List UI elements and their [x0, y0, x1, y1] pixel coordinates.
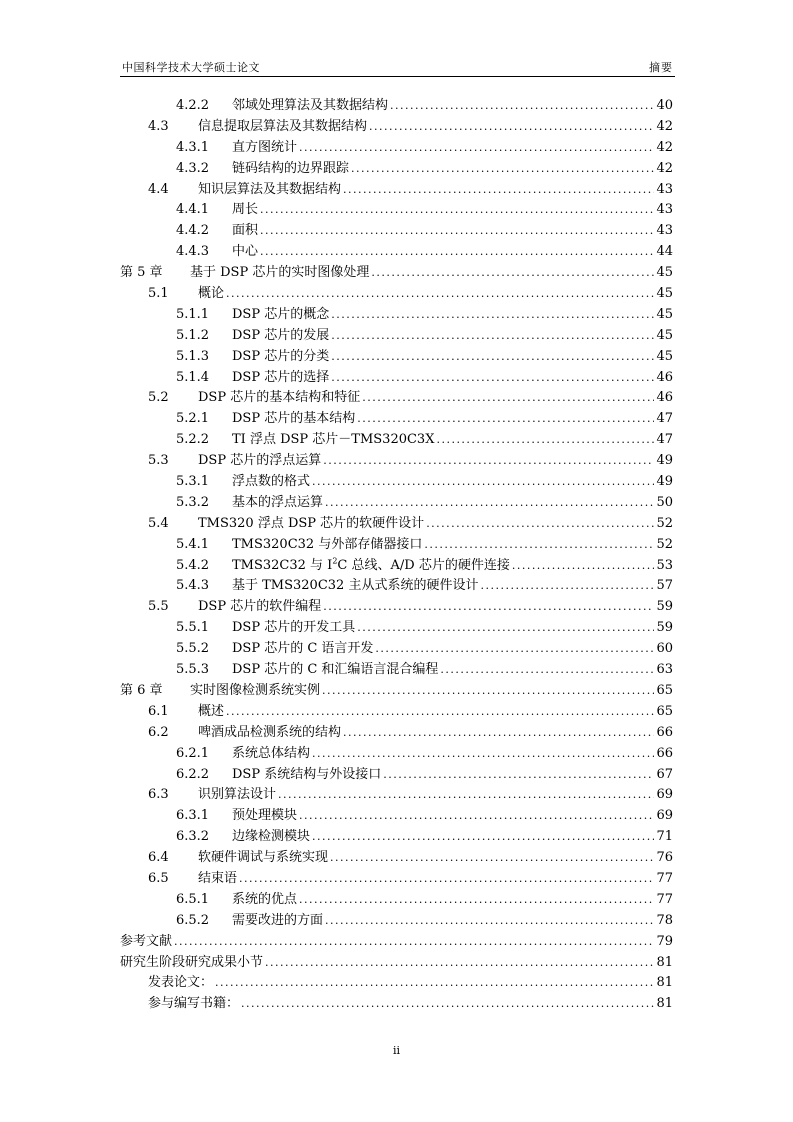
toc-entry[interactable] [120, 639, 673, 660]
toc-entry-number: 4.4.1 [176, 202, 210, 218]
toc-entry-title: 基本的浮点运算 [232, 494, 324, 510]
toc-entry-title-line [148, 994, 673, 1015]
toc-entry-page: 49 [656, 474, 673, 490]
toc-entry-title: 边缘检测模块 [232, 829, 311, 845]
toc-entry-number: 5.1 [148, 286, 169, 302]
toc-entry[interactable] [120, 744, 673, 765]
toc-entry-title-line [198, 785, 673, 806]
toc-entry-title-line [198, 597, 673, 618]
dot-leader [351, 159, 654, 180]
toc-entry[interactable] [120, 660, 673, 681]
toc-entry-title: 知识层算法及其数据结构 [198, 181, 342, 197]
dot-leader [226, 702, 654, 723]
toc-entry-title-line [232, 618, 673, 639]
dot-leader [424, 535, 654, 556]
toc-entry[interactable] [120, 221, 673, 242]
toc-entry-number: 4.3 [148, 118, 169, 134]
toc-entry[interactable] [120, 556, 673, 577]
toc-entry-title-line [232, 430, 673, 451]
dot-leader [239, 869, 654, 890]
toc-entry-title-line [190, 263, 673, 284]
toc-entry-title-part: C 总线、A/D 芯片的硬件连接 [337, 557, 510, 573]
toc-entry-number: 第 6 章 [120, 682, 163, 698]
toc-entry[interactable] [120, 890, 673, 911]
toc-entry-number: 5.5 [148, 599, 169, 615]
toc-entry-title: DSP 芯片的概念 [232, 306, 330, 322]
toc-entry-title-line [190, 681, 673, 702]
dot-leader [371, 263, 654, 284]
dot-leader [331, 368, 654, 389]
toc-entry-title-line [232, 744, 673, 765]
toc-entry-title: 基于 DSP 芯片的实时图像处理 [190, 265, 370, 281]
toc-entry-title: 链码结构的边界跟踪 [232, 160, 350, 176]
header-section-name: 摘要 [649, 61, 673, 74]
toc-entry-title: 预处理模块 [232, 808, 298, 824]
dot-leader [260, 221, 654, 242]
toc-entry-page: 77 [656, 891, 673, 907]
dot-leader [299, 806, 654, 827]
toc-entry-number: 第 5 章 [120, 265, 163, 281]
toc-entry-page: 81 [656, 996, 673, 1012]
toc-entry-title: 实时图像检测系统实例 [190, 682, 321, 698]
toc-entry-title-line [120, 932, 673, 953]
toc-entry[interactable] [120, 869, 673, 890]
toc-entry-page: 57 [656, 578, 673, 594]
toc-entry-page: 42 [656, 118, 673, 134]
toc-entry-page: 50 [656, 494, 673, 510]
toc-entry[interactable] [120, 827, 673, 848]
toc-entry-title-line [198, 117, 673, 138]
dot-leader [343, 723, 654, 744]
dot-leader [369, 117, 654, 138]
toc-entry-number: 5.3.2 [176, 494, 210, 510]
toc-entry-title-line [232, 347, 673, 368]
toc-entry-title: DSP 芯片的分类 [232, 348, 330, 364]
toc-entry-title: DSP 芯片的浮点运算 [198, 453, 322, 469]
toc-entry[interactable] [120, 180, 673, 201]
toc-entry-title-line [198, 284, 673, 305]
toc-entry-title: DSP 芯片的软件编程 [198, 599, 322, 615]
toc-entry-page: 45 [656, 286, 673, 302]
toc-entry-number: 4.4 [148, 181, 169, 197]
toc-entry-number: 6.5 [148, 870, 169, 886]
toc-entry-title: 发表论文： [148, 975, 214, 991]
dot-leader [312, 472, 654, 493]
toc-entry-title: 中心 [232, 244, 259, 260]
toc-entry-page: 47 [656, 432, 673, 448]
toc-entry-number: 4.2.2 [176, 98, 210, 113]
toc-entry[interactable] [120, 618, 673, 639]
dot-leader [312, 827, 654, 848]
toc-entry[interactable] [120, 96, 673, 117]
toc-entry-number: 5.3 [148, 453, 169, 469]
toc-entry-title-line [232, 535, 673, 556]
toc-entry-page: 45 [656, 265, 673, 281]
dot-leader [390, 96, 654, 117]
toc-entry-title-line [232, 242, 673, 263]
toc-entry-title-line [232, 221, 673, 242]
toc-entry-page: 42 [656, 139, 673, 155]
toc-entry[interactable] [120, 430, 673, 451]
toc-entry-title: 参考文献 [120, 933, 173, 949]
toc-entry[interactable] [120, 284, 673, 305]
toc-entry-number: 6.2 [148, 724, 169, 740]
running-header [120, 55, 675, 75]
toc-entry-page: 43 [656, 181, 673, 197]
dot-leader [331, 305, 654, 326]
toc-entry-title: 系统总体结构 [232, 745, 311, 761]
toc-entry-title-line [198, 180, 673, 201]
dot-leader [265, 953, 654, 974]
toc-entry-title: DSP 芯片的基本结构 [232, 411, 356, 427]
toc-entry[interactable] [120, 765, 673, 786]
toc-entry[interactable] [120, 409, 673, 430]
toc-entry[interactable] [120, 973, 673, 994]
toc-entry-title: 直方图统计 [232, 139, 298, 155]
toc-entry-number: 6.3 [148, 787, 169, 803]
toc-entry-title: 研究生阶段研究成果小节 [120, 954, 264, 970]
toc-entry[interactable] [120, 785, 673, 806]
toc-entry-page: 66 [656, 745, 673, 761]
toc-entry-page: 52 [656, 515, 673, 531]
toc-entry-number: 5.5.2 [176, 641, 210, 657]
toc-entry[interactable] [120, 576, 673, 597]
toc-entry[interactable] [120, 159, 673, 180]
dot-leader [322, 681, 654, 702]
toc-entry[interactable] [120, 368, 673, 389]
toc-entry[interactable] [120, 994, 673, 1015]
header-rule [120, 76, 675, 77]
toc-entry-page: 43 [656, 202, 673, 218]
toc-entry-number: 4.4.2 [176, 223, 210, 239]
dot-leader [278, 785, 654, 806]
toc-entry-number: 6.5.2 [176, 912, 210, 928]
toc-entry-title-line [232, 911, 673, 932]
toc-entry-number: 5.2.1 [176, 411, 210, 427]
toc-entry[interactable] [120, 911, 673, 932]
toc-entry-title-line [232, 200, 673, 221]
dot-leader [226, 284, 654, 305]
toc-entry-number: 5.4.3 [176, 578, 210, 594]
toc-entry[interactable] [120, 953, 673, 974]
toc-entry-page: 81 [656, 975, 673, 991]
toc-entry-title-line [232, 409, 673, 430]
toc-entry-page: 63 [656, 662, 673, 678]
toc-entry-number: 5.1.2 [176, 327, 210, 343]
toc-entry[interactable] [120, 305, 673, 326]
toc-entry-title: 概述 [198, 703, 225, 719]
dot-leader [323, 451, 654, 472]
toc-entry-title: TMS320 浮点 DSP 芯片的软硬件设计 [198, 515, 425, 531]
toc-entry-page: 65 [656, 682, 673, 698]
toc-entry-title-line [232, 305, 673, 326]
toc-entry[interactable] [120, 493, 673, 514]
toc-entry-page: 66 [656, 724, 673, 740]
toc-entry-title-line [198, 848, 673, 869]
toc-entry-title-line [232, 827, 673, 848]
toc-entry-title-line [232, 639, 673, 660]
dot-leader [383, 765, 654, 786]
dot-leader [299, 138, 654, 159]
toc-entry[interactable] [120, 263, 673, 284]
toc-entry-page: 79 [656, 933, 673, 949]
toc-entry-number: 6.3.2 [176, 829, 210, 845]
toc-entry-number: 5.1.1 [176, 306, 210, 322]
dot-leader [440, 660, 654, 681]
toc-entry[interactable] [120, 597, 673, 618]
dot-leader [174, 932, 654, 953]
dot-leader [343, 180, 654, 201]
toc-entry-page: 49 [656, 453, 673, 469]
toc-entry-number: 6.2.2 [176, 766, 210, 782]
toc-entry-number: 6.5.1 [176, 891, 210, 907]
toc-entry-title-line [232, 326, 673, 347]
dot-leader [330, 848, 654, 869]
toc-entry-number: 5.4.2 [176, 557, 210, 573]
toc-entry-number: 5.4.1 [176, 536, 210, 552]
toc-entry-number: 6.1 [148, 703, 169, 719]
toc-entry-title-line [232, 660, 673, 681]
toc-entry-title: DSP 芯片的开发工具 [232, 620, 356, 636]
toc-entry[interactable] [120, 806, 673, 827]
toc-entry-number: 5.5.3 [176, 662, 210, 678]
toc-entry-page: 53 [656, 557, 673, 573]
toc-entry-title-line [232, 576, 673, 597]
toc-entry-title-line [232, 765, 673, 786]
toc-entry-title: 啤酒成品检测系统的结构 [198, 724, 342, 740]
toc-entry-title-line [198, 723, 673, 744]
toc-entry-page: 46 [656, 369, 673, 385]
toc-entry-title-line [232, 806, 673, 827]
toc-entry-title-line [198, 451, 673, 472]
toc-entry-page: 42 [656, 160, 673, 176]
toc-entry-number: 5.3.1 [176, 474, 210, 490]
toc-entry-title: 概论 [198, 286, 225, 302]
toc-entry-title-line [198, 702, 673, 723]
toc-entry-title-line [232, 556, 673, 577]
toc-entry[interactable] [120, 723, 673, 744]
toc-entry[interactable] [120, 702, 673, 723]
dot-leader [480, 576, 654, 597]
toc-entry[interactable] [120, 848, 673, 869]
toc-entry-title: 周长 [232, 202, 259, 218]
dot-leader [215, 973, 654, 994]
dot-leader [325, 911, 654, 932]
toc-entry[interactable] [120, 388, 673, 409]
dot-leader [436, 430, 654, 451]
toc-entry-title: 信息提取层算法及其数据结构 [198, 118, 368, 134]
toc-entry[interactable] [120, 347, 673, 368]
toc-entry-title-line [232, 472, 673, 493]
toc-entry[interactable] [120, 200, 673, 221]
toc-entry-number: 6.4 [148, 850, 169, 866]
dot-leader [512, 556, 655, 577]
toc-entry-page: 81 [656, 954, 673, 970]
toc-entry-number: 5.2 [148, 390, 169, 406]
dot-leader [426, 514, 654, 535]
toc-entry-number: 5.4 [148, 515, 169, 531]
toc-entry-title-line [148, 973, 673, 994]
toc-entry[interactable] [120, 451, 673, 472]
page-number: ii [392, 1044, 401, 1057]
toc-entry-title: 结束语 [198, 870, 238, 886]
toc-entry-page: 67 [656, 766, 673, 782]
toc-entry-page: 52 [656, 536, 673, 552]
toc-entry-title: 面积 [232, 223, 259, 239]
toc-entry-title: DSP 芯片的 C 语言开发 [232, 641, 374, 657]
dot-leader [331, 326, 654, 347]
dot-leader [357, 409, 654, 430]
toc-entry-number: 4.3.1 [176, 139, 210, 155]
toc-entry[interactable] [120, 117, 673, 138]
toc-entry-title: 需要改进的方面 [232, 912, 324, 928]
toc-entry[interactable] [120, 932, 673, 953]
toc-entry-title-line [232, 890, 673, 911]
toc-entry[interactable] [120, 472, 673, 493]
toc-entry[interactable] [120, 681, 673, 702]
toc-entry-title-line [232, 368, 673, 389]
toc-entry-number: 4.3.2 [176, 160, 210, 176]
dot-leader [331, 347, 654, 368]
toc-entry-page: 44 [656, 244, 673, 260]
toc-entry-page: 65 [656, 703, 673, 719]
toc-entry[interactable] [120, 514, 673, 535]
toc-entry-page: 59 [656, 620, 673, 636]
dot-leader [375, 639, 654, 660]
dot-leader [299, 890, 654, 911]
toc-entry-title: DSP 芯片的基本结构和特征 [198, 390, 361, 406]
toc-entry-page: 40 [656, 98, 673, 113]
toc-entry-number: 4.4.3 [176, 244, 210, 260]
toc-entry-title: 识别算法设计 [198, 787, 277, 803]
table-of-contents [120, 96, 673, 1015]
toc-entry-number: 5.5.1 [176, 620, 210, 636]
toc-entry-number: 5.1.4 [176, 369, 210, 385]
toc-entry-page: 60 [656, 641, 673, 657]
toc-entry[interactable] [120, 138, 673, 159]
toc-entry-page: 47 [656, 411, 673, 427]
toc-entry-title [232, 556, 512, 577]
dot-leader [357, 618, 654, 639]
toc-entry-page: 45 [656, 327, 673, 343]
dot-leader [323, 597, 654, 618]
toc-entry-page: 78 [656, 912, 673, 928]
toc-entry-title-superscript: 2 [332, 556, 338, 566]
toc-entry-page: 69 [656, 787, 673, 803]
toc-entry-title: DSP 芯片的选择 [232, 369, 330, 385]
toc-entry-title: 邻域处理算法及其数据结构 [232, 98, 389, 113]
toc-entry-title: TI 浮点 DSP 芯片－TMS320C3X [232, 432, 435, 448]
toc-entry-title-line [120, 953, 673, 974]
toc-entry-title-line [232, 96, 673, 117]
toc-entry-number: 6.2.1 [176, 745, 210, 761]
toc-entry-title-line [198, 514, 673, 535]
toc-entry-number: 5.1.3 [176, 348, 210, 364]
toc-entry-page: 46 [656, 390, 673, 406]
dot-leader [260, 242, 654, 263]
dot-leader [312, 744, 654, 765]
toc-entry-title: 软硬件调试与系统实现 [198, 850, 329, 866]
toc-entry-title: 参与编写书籍： [148, 996, 240, 1012]
dot-leader [325, 493, 654, 514]
toc-entry-page: 76 [656, 850, 673, 866]
toc-entry-title-part: TMS32C32 与 I [232, 557, 333, 573]
toc-entry-title: DSP 系统结构与外设接口 [232, 766, 382, 782]
toc-entry-page: 77 [656, 870, 673, 886]
toc-entry-title: DSP 芯片的 C 和汇编语言混合编程 [232, 662, 439, 678]
toc-entry-title: 系统的优点 [232, 891, 298, 907]
toc-entry-title-line [232, 138, 673, 159]
toc-entry-title: TMS320C32 与外部存储器接口 [232, 536, 423, 552]
toc-entry-title-line [198, 869, 673, 890]
toc-entry-title: DSP 芯片的发展 [232, 327, 330, 343]
toc-entry-title-line [232, 493, 673, 514]
toc-entry-page: 71 [656, 829, 673, 845]
toc-entry-title-line [232, 159, 673, 180]
toc-entry-title: 浮点数的格式 [232, 474, 311, 490]
toc-entry[interactable] [120, 535, 673, 556]
toc-entry[interactable] [120, 242, 673, 263]
toc-entry-title: 基于 TMS320C32 主从式系统的硬件设计 [232, 578, 479, 594]
toc-entry-page: 45 [656, 348, 673, 364]
dot-leader [362, 388, 654, 409]
toc-entry-page: 69 [656, 808, 673, 824]
toc-entry-title-line [198, 388, 673, 409]
header-thesis-title: 中国科学技术大学硕士论文 [122, 61, 260, 74]
toc-entry[interactable] [120, 326, 673, 347]
toc-entry-page: 43 [656, 223, 673, 239]
toc-entry-page: 45 [656, 306, 673, 322]
toc-entry-number: 6.3.1 [176, 808, 210, 824]
toc-entry-page: 59 [656, 599, 673, 615]
toc-entry-number: 5.2.2 [176, 432, 210, 448]
dot-leader [241, 994, 654, 1015]
dot-leader [260, 200, 654, 221]
